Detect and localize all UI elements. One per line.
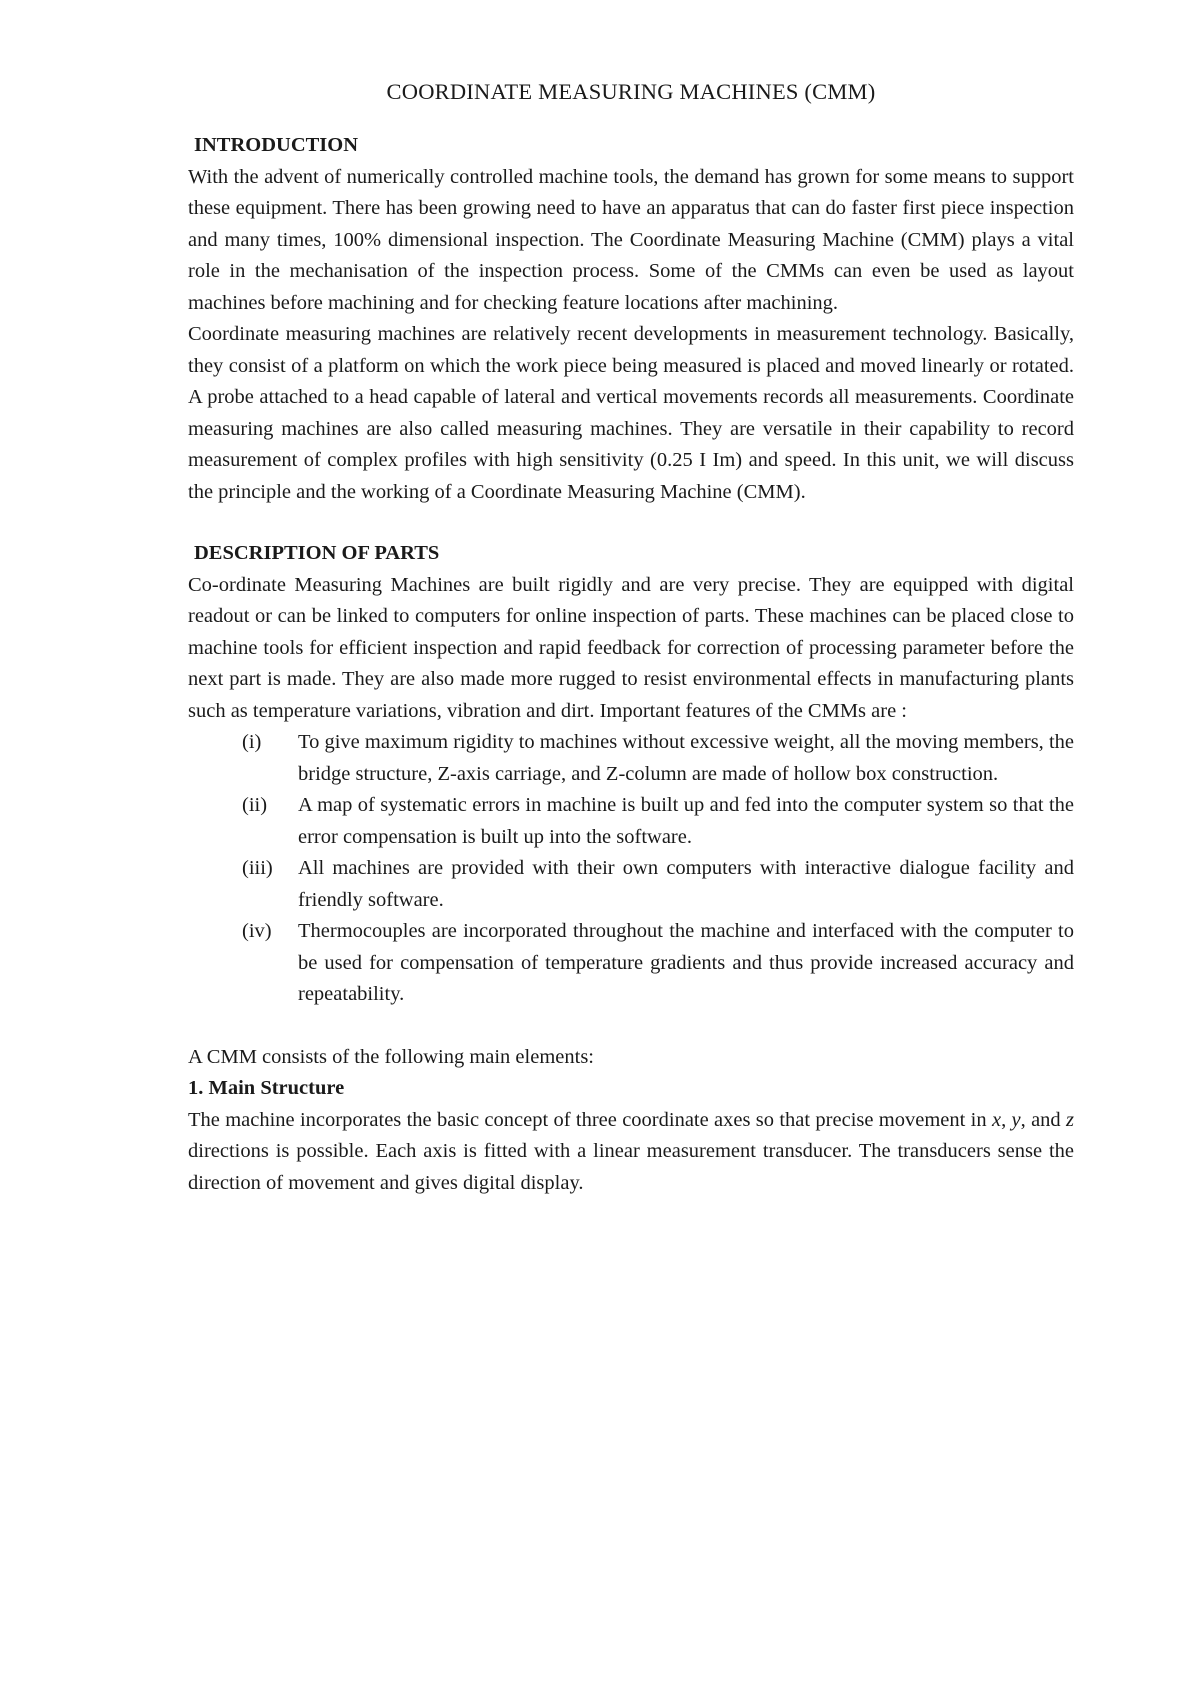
- feature-item-iv: [188, 916, 1074, 1011]
- description-of-parts-heading: DESCRIPTION OF PARTS: [194, 542, 440, 564]
- introduction-paragraph-2: Coordinate measuring machines are relatively recent developments in measurement technology. Basically, they consist of a platform on which the work piece being measured is placed and moved linearly or rotated. A probe attached to a head capable of lateral and vertical movements records all measurements. Coordinate measuring machines are also called measuring machines. They are versatile in their capability to record measurement of complex profiles with high sensitivity (0.25 I Im) and speed. In this unit, we will discuss the principle and the working of a Coordinate Measuring Machine (CMM).: [188, 323, 1074, 503]
- feature-marker: (iii): [242, 857, 273, 879]
- features-list: [188, 727, 1074, 1011]
- axis-separator-2: , and: [1020, 1108, 1067, 1131]
- introduction-paragraph-1: With the advent of numerically controlled machine tools, the demand has grown for some means to support these equipment. There has been growing need to have an apparatus that can do faster first piece inspection and many times, 100% dimensional inspection. The Coordinate Measuring Machine (CMM) plays a vital role in the mechanisation of the inspection process. Some of the CMMs can even be used as layout machines before machining and for checking feature locations after machining.: [188, 165, 1074, 314]
- main-structure-paragraph: [188, 1105, 1074, 1200]
- main-structure-text-after: directions is possible. Each axis is fitted with a linear measurement transducer. The transducers sense the direction of movement and gives digital display.: [188, 1140, 1074, 1194]
- feature-marker: (ii): [242, 794, 268, 816]
- main-structure-heading: 1. Main Structure: [188, 1077, 345, 1099]
- feature-text: A map of systematic errors in machine is built up and fed into the computer system so that the error compensation is built up into the software.: [298, 794, 1074, 848]
- document-page: [188, 72, 1074, 1199]
- feature-text: Thermocouples are incorporated throughout the machine and interfaced with the computer to be used for compensation of temperature gradients and thus provide increased accuracy and repeatability.: [298, 920, 1074, 1005]
- feature-text: To give maximum rigidity to machines without excessive weight, all the moving members, the bridge structure, Z-axis carriage, and Z-column are made of hollow box construction.: [298, 731, 1074, 785]
- axis-z-label: z: [1066, 1108, 1074, 1131]
- main-structure-text-before: The machine incorporates the basic concept of three coordinate axes so that precise movement in: [188, 1108, 992, 1131]
- description-of-parts-paragraph: Co-ordinate Measuring Machines are built rigidly and are very precise. They are equipped with digital readout or can be linked to computers for online inspection of parts. These machines can be placed close to machine tools for efficient inspection and rapid feedback for correction of processing parameter before the next part is made. They are also made more rugged to resist environmental effects in manufacturing plants such as temperature variations, vibration and dirt. Important features of the CMMs are :: [188, 573, 1074, 722]
- axis-separator-1: ,: [1001, 1108, 1012, 1131]
- main-elements-intro: A CMM consists of the following main elements:: [188, 1045, 594, 1068]
- introduction-heading: INTRODUCTION: [194, 134, 359, 156]
- feature-text: All machines are provided with their own computers with interactive dialogue facility and friendly software.: [298, 857, 1074, 911]
- feature-item-ii: [188, 790, 1074, 853]
- feature-marker: (iv): [242, 920, 272, 942]
- feature-item-iii: [188, 853, 1074, 916]
- axis-x-label: x: [991, 1108, 1002, 1131]
- feature-marker: (i): [242, 731, 262, 753]
- axis-y-label: y: [1011, 1108, 1021, 1131]
- document-title: COORDINATE MEASURING MACHINES (CMM): [386, 79, 876, 104]
- feature-item-i: [188, 727, 1074, 790]
